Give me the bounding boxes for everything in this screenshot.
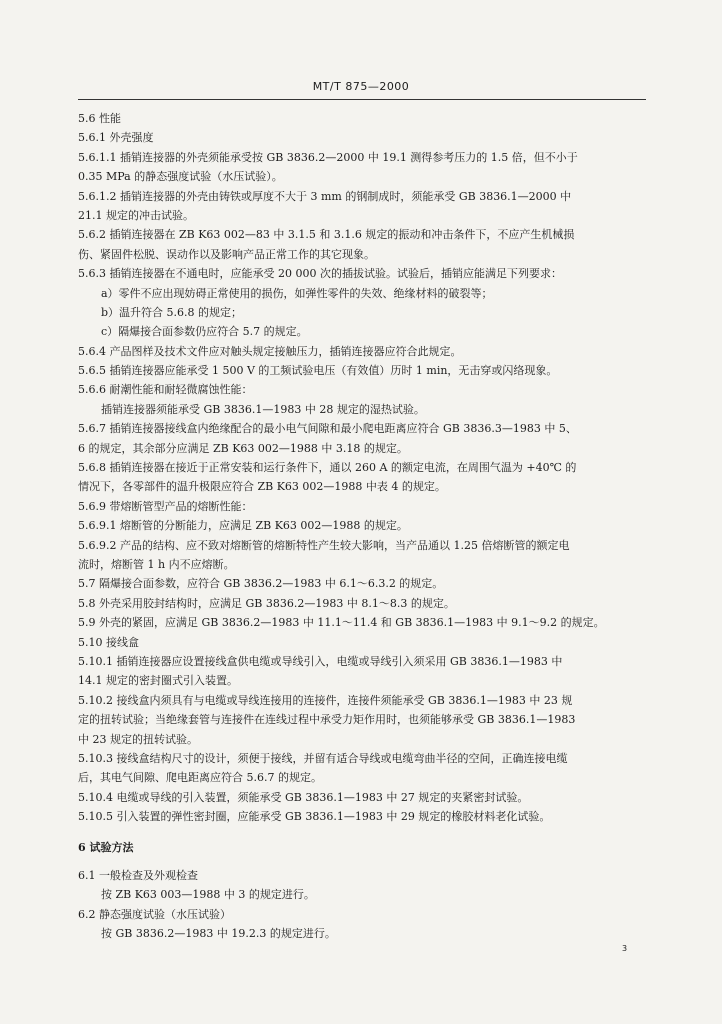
clause-text: 5.9 外壳的紧固，应满足 GB 3836.2—1983 中 11.1～11.4 和 GB 3836.1—1983 中 9.1～9.2 的规定。 xyxy=(78,616,605,630)
clause-text: 伤、紧固件松脱、误动作以及影响产品正常工作的其它现象。 xyxy=(78,247,375,261)
document-body xyxy=(78,109,650,943)
clause-text: 0.35 MPa 的静态强度试验（水压试验）。 xyxy=(78,170,283,184)
section-heading: 6 试验方法 xyxy=(78,841,134,855)
clause-text: 5.6.3 插销连接器在不通电时，应能承受 20 000 次的插拔试验。试验后，插销应能满足下列要求： xyxy=(78,267,562,281)
clause-text: 5.10.1 插销连接器应设置接线盒供电缆或导线引入，电缆或导线引入须采用 GB 3836.1—1983 中 xyxy=(78,654,563,668)
clause-text: 14.1 规定的密封圈式引入装置。 xyxy=(78,674,238,688)
clause-text: 5.6.9.2 产品的结构、应不致对熔断管的熔断特性产生较大影响，当产品通以 1.25 倍熔断管的额定电 xyxy=(78,538,570,552)
clause-heading: 5.6.6 耐潮性能和耐轻微腐蚀性能： xyxy=(78,383,253,397)
clause-text: 5.10.4 电缆或导线的引入装置，须能承受 GB 3836.1—1983 中 27 规定的夹紧密封试验。 xyxy=(78,790,529,804)
clause-text: 定的扭转试验；当绝缘套管与连接件在连线过程中承受力矩作用时，也须能够承受 GB 3836.1—1983 xyxy=(78,713,576,727)
clause-text: 5.8 外壳采用胶封结构时，应满足 GB 3836.2—1983 中 8.1～8.3 的规定。 xyxy=(78,596,455,610)
page-number: 3 xyxy=(622,944,628,953)
clause-text: 流时，熔断管 1 h 内不应熔断。 xyxy=(78,557,235,571)
clause-text: 5.10.5 引入装置的弹性密封圈，应能承受 GB 3836.1—1983 中 29 规定的橡胶材料老化试验。 xyxy=(78,810,551,824)
list-item: b）温升符合 5.6.8 的规定； xyxy=(101,305,243,319)
clause-heading: 6.2 静态强度试验（水压试验） xyxy=(78,907,231,921)
clause-text: 5.7 隔爆接合面参数，应符合 GB 3836.2—1983 中 6.1～6.3.2 的规定。 xyxy=(78,577,444,591)
clause-heading: 5.6 性能 xyxy=(78,112,121,125)
clause-text: 按 GB 3836.2—1983 中 19.2.3 的规定进行。 xyxy=(101,927,336,941)
clause-text: 5.6.7 插销连接器接线盒内绝缘配合的最小电气间隙和最小爬电距离应符合 GB 3836.3—1983 中 5、 xyxy=(78,422,577,436)
clause-text: 21.1 规定的冲击试验。 xyxy=(78,208,194,222)
clause-text: 5.6.1.2 插销连接器的外壳由铸铁或厚度不大于 3 mm 的钢制成时，须能承受 GB 3836.1—2000 中 xyxy=(78,189,572,203)
clause-heading: 5.6.1 外壳强度 xyxy=(78,131,154,145)
clause-heading: 5.10 接线盒 xyxy=(78,635,139,649)
clause-text: 5.6.1.1 插销连接器的外壳须能承受按 GB 3836.2—2000 中 19.1 测得参考压力的 1.5 倍，但不小于 xyxy=(78,150,578,164)
clause-text: 中 23 规定的扭转试验。 xyxy=(78,732,198,746)
clause-text: 5.10.2 接线盒内须具有与电缆或导线连接用的连接件，连接件须能承受 GB 3836.1—1983 中 23 规 xyxy=(78,693,573,707)
list-item: a）零件不应出现妨碍正常使用的损伤，如弹性零件的失效、绝缘材料的破裂等； xyxy=(101,286,493,300)
clause-text: 后，其电气间隙、爬电距离应符合 5.6.7 的规定。 xyxy=(78,771,322,785)
clause-text: 按 ZB K63 003—1988 中 3 的规定进行。 xyxy=(101,888,315,902)
clause-heading: 6.1 一般检查及外观检查 xyxy=(78,868,198,882)
clause-text: 5.6.9.1 熔断管的分断能力，应满足 ZB K63 002—1988 的规定。 xyxy=(78,519,408,533)
header-rule xyxy=(78,99,646,100)
clause-text: 5.10.3 接线盒结构尺寸的设计，须便于接线，并留有适合导线或电缆弯曲半径的空间，正确连接电缆 xyxy=(78,751,568,765)
clause-text: 6 的规定，其余部分应满足 ZB K63 002—1988 中 3.18 的规定。 xyxy=(78,441,408,455)
page-header-doc-code: MT/T 875—2000 xyxy=(312,80,410,93)
clause-heading: 5.6.9 带熔断管型产品的熔断性能： xyxy=(78,499,253,513)
list-item: c）隔爆接合面参数仍应符合 5.7 的规定。 xyxy=(101,325,308,339)
clause-text: 5.6.8 插销连接器在接近于正常安装和运行条件下，通以 260 A 的额定电流，在周围气温为 +40℃ 的 xyxy=(78,461,577,475)
clause-text: 情况下，各零部件的温升极限应符合 ZB K63 002—1988 中表 4 的规定。 xyxy=(78,480,446,494)
clause-text: 5.6.2 插销连接器在 ZB K63 002—83 中 3.1.5 和 3.1.6 规定的振动和冲击条件下，不应产生机械损 xyxy=(78,228,575,242)
clause-text: 插销连接器须能承受 GB 3836.1—1983 中 28 规定的湿热试验。 xyxy=(101,402,425,416)
clause-text: 5.6.4 产品图样及技术文件应对触头规定接触压力，插销连接器应符合此规定。 xyxy=(78,344,462,358)
clause-text: 5.6.5 插销连接器应能承受 1 500 V 的工频试验电压（有效值）历时 1 min，无击穿或闪络现象。 xyxy=(78,364,558,378)
